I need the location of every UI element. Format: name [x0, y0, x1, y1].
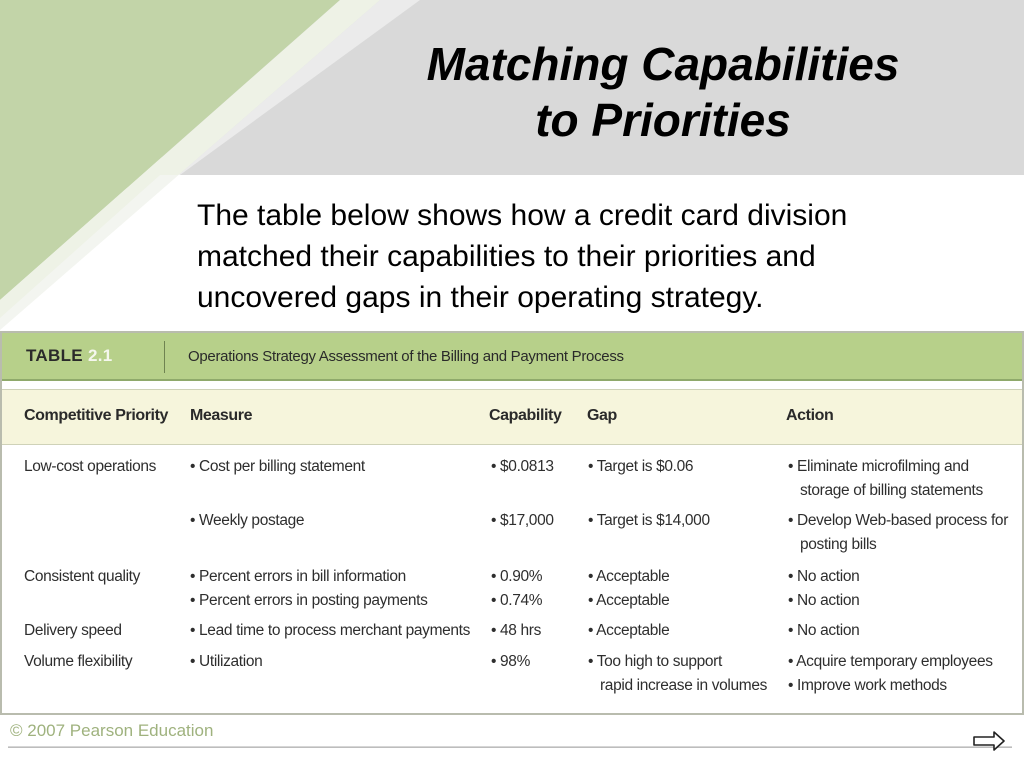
cell-gap-continued: rapid increase in volumes [600, 677, 768, 694]
cell-measure: • Percent errors in posting payments [190, 592, 428, 609]
strategy-table [0, 331, 1024, 715]
cell-gap: • Acceptable [588, 622, 670, 639]
cell-action-continued: posting bills [800, 536, 877, 553]
slide-title [300, 36, 1024, 148]
cell-measure: • Weekly postage [190, 512, 305, 529]
column-header-priority: Competitive Priority [24, 407, 169, 424]
cell-priority: Low-cost operations [24, 458, 157, 475]
arrow-right-icon [972, 731, 1006, 751]
table-label-word: TABLE [26, 346, 83, 365]
cell-measure: • Lead time to process merchant payments [190, 622, 471, 639]
cell-action: • Eliminate microfilming and [788, 458, 969, 475]
cell-action: • No action [788, 592, 860, 609]
cell-action: • Acquire temporary employees [788, 653, 993, 670]
table-title-divider [164, 341, 165, 373]
table-column-headers [2, 389, 1022, 445]
cell-action: • No action [788, 568, 860, 585]
cell-capability: • $0.0813 [491, 458, 554, 475]
table-label [26, 346, 112, 366]
cell-gap: • Target is $0.06 [588, 458, 694, 475]
table-number: 2.1 [87, 346, 113, 365]
cell-action: • No action [788, 622, 860, 639]
next-slide-button[interactable] [972, 731, 1006, 751]
footer-divider [8, 746, 1012, 748]
cell-gap: • Acceptable [588, 568, 670, 585]
cell-priority: Consistent quality [24, 568, 141, 585]
table-caption: Operations Strategy Assessment of the Billing and Payment Process [188, 348, 624, 365]
cell-action-second: • Improve work methods [788, 677, 947, 694]
column-header-action: Action [786, 407, 834, 424]
title-line-1: Matching Capabilities [426, 38, 900, 90]
cell-action-continued: storage of billing statements [800, 482, 983, 499]
cell-measure: • Percent errors in bill information [190, 568, 406, 585]
cell-capability: • 0.74% [491, 592, 543, 609]
cell-gap: • Target is $14,000 [588, 512, 710, 529]
cell-capability: • 0.90% [491, 568, 543, 585]
cell-measure: • Cost per billing statement [190, 458, 365, 475]
table-title-bar [2, 333, 1022, 381]
intro-paragraph [197, 195, 997, 318]
column-header-measure: Measure [190, 407, 253, 424]
copyright-notice: © 2007 Pearson Education [10, 721, 214, 740]
cell-gap: • Too high to support [588, 653, 722, 670]
cell-priority: Delivery speed [24, 622, 122, 639]
cell-measure: • Utilization [190, 653, 263, 670]
cell-action: • Develop Web-based process for [788, 512, 1009, 529]
title-line-2: to Priorities [535, 94, 791, 146]
column-header-gap: Gap [587, 407, 617, 424]
intro-line-1: The table below shows how a credit card division [197, 199, 848, 232]
cell-capability: • $17,000 [491, 512, 554, 529]
cell-priority: Volume flexibility [24, 653, 133, 670]
column-header-capability: Capability [489, 407, 562, 424]
cell-capability: • 48 hrs [491, 622, 542, 639]
intro-line-2: matched their capabilities to their priorities and [197, 240, 816, 273]
cell-capability: • 98% [491, 653, 531, 670]
cell-gap: • Acceptable [588, 592, 670, 609]
intro-line-3: uncovered gaps in their operating strategy. [197, 281, 764, 314]
